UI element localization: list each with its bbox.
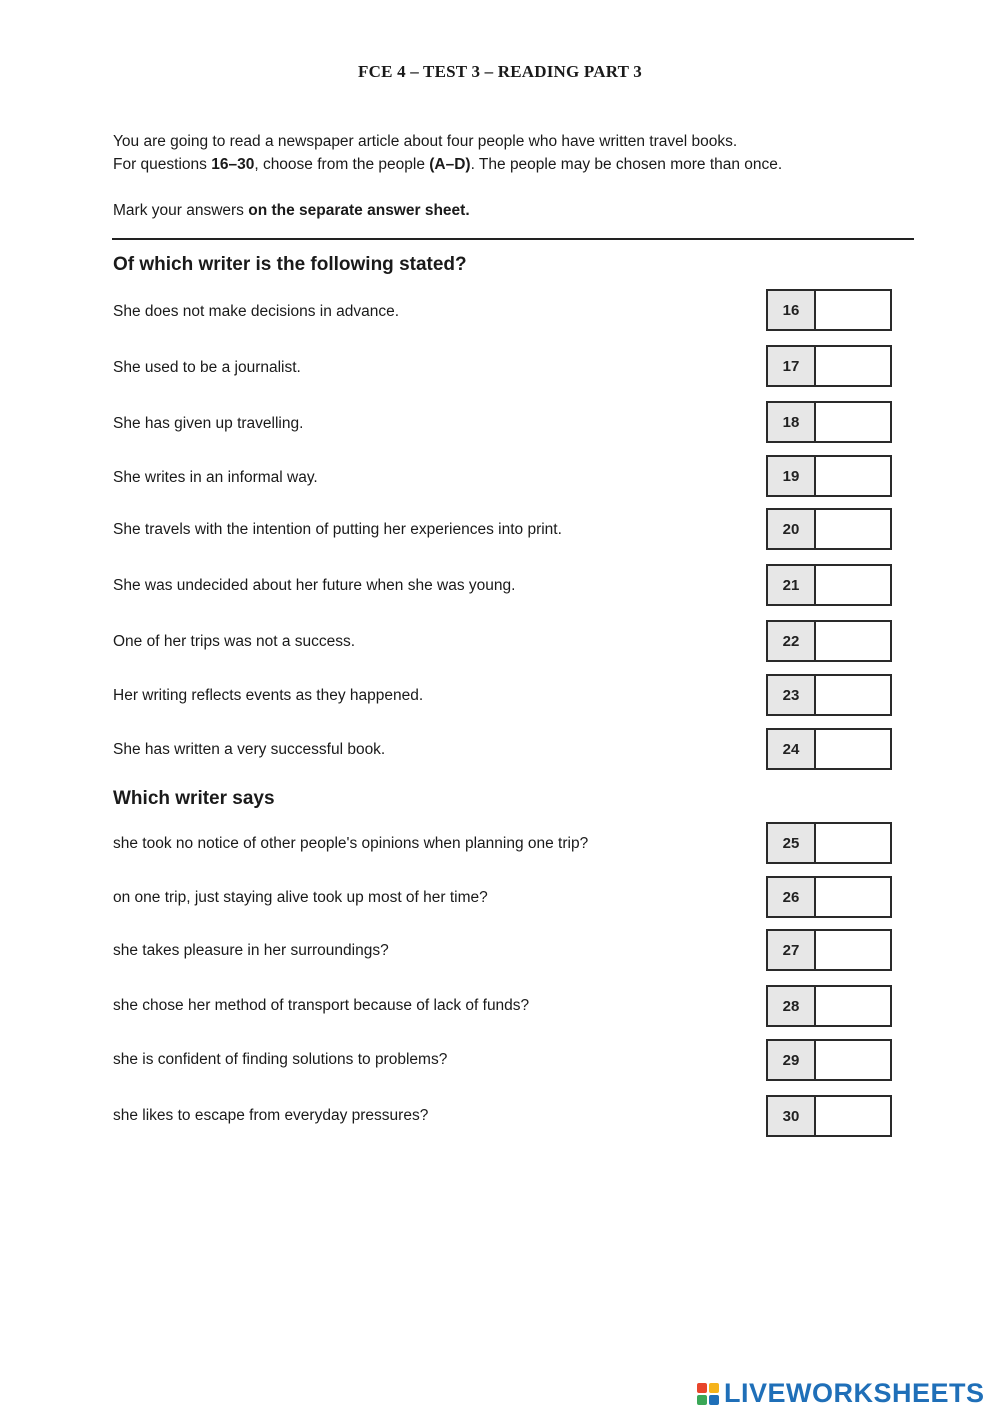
answer-box-25	[766, 822, 892, 864]
question-range: 16–30	[211, 156, 255, 173]
liveworksheets-wordmark: LIVEWORKSHEETS	[724, 1378, 985, 1408]
question-number-16: 16	[768, 291, 816, 329]
question-30-text: she likes to escape from everyday pressures?	[113, 1107, 429, 1124]
question-24-text: She has written a very successful book.	[113, 741, 386, 758]
logo-square-1	[697, 1383, 707, 1393]
question-29-text: she is confident of finding solutions to problems?	[113, 1051, 448, 1068]
answer-box-28	[766, 985, 892, 1027]
question-number-29: 29	[768, 1041, 816, 1079]
question-number-21: 21	[768, 566, 816, 604]
question-number-26: 26	[768, 878, 816, 916]
answer-box-21	[766, 564, 892, 606]
question-number-30: 30	[768, 1097, 816, 1135]
answer-box-23	[766, 674, 892, 716]
question-number-24: 24	[768, 730, 816, 768]
answer-input-24[interactable]	[816, 730, 890, 768]
question-18-text: She has given up travelling.	[113, 415, 304, 432]
answer-input-17[interactable]	[816, 347, 890, 385]
answer-input-25[interactable]	[816, 824, 890, 862]
answer-box-24	[766, 728, 892, 770]
question-number-25: 25	[768, 824, 816, 862]
section-heading-says: Which writer says	[113, 788, 275, 809]
answer-box-19	[766, 455, 892, 497]
instructions-line-2-start: For questions	[113, 156, 212, 173]
liveworksheets-brand	[697, 1378, 985, 1409]
instructions-line-1: You are going to read a newspaper article about four people who have written travel books.	[113, 133, 738, 150]
answer-input-22[interactable]	[816, 622, 890, 660]
answer-box-17	[766, 345, 892, 387]
question-27-text: she takes pleasure in her surroundings?	[113, 942, 389, 959]
answer-box-20	[766, 508, 892, 550]
instructions	[113, 130, 933, 222]
question-25-text: she took no notice of other people's opinions when planning one trip?	[113, 835, 589, 852]
answer-box-27	[766, 929, 892, 971]
logo-square-4	[709, 1395, 719, 1405]
answer-input-21[interactable]	[816, 566, 890, 604]
question-28-text: she chose her method of transport because of lack of funds?	[113, 997, 530, 1014]
people-options: (A–D)	[429, 156, 471, 173]
answer-box-18	[766, 401, 892, 443]
answer-input-30[interactable]	[816, 1097, 890, 1135]
liveworksheets-logo-icon	[697, 1383, 719, 1405]
answer-input-28[interactable]	[816, 987, 890, 1025]
answer-input-18[interactable]	[816, 403, 890, 441]
question-number-20: 20	[768, 510, 816, 548]
divider-line	[112, 238, 914, 240]
question-number-17: 17	[768, 347, 816, 385]
section-heading-stated: Of which writer is the following stated?	[113, 254, 467, 275]
answer-input-27[interactable]	[816, 931, 890, 969]
answer-box-30	[766, 1095, 892, 1137]
answer-box-16	[766, 289, 892, 331]
answer-input-29[interactable]	[816, 1041, 890, 1079]
question-number-18: 18	[768, 403, 816, 441]
logo-square-3	[697, 1395, 707, 1405]
question-number-22: 22	[768, 622, 816, 660]
instructions-line-2	[113, 153, 933, 176]
question-26-text: on one trip, just staying alive took up most of her time?	[113, 889, 488, 906]
question-22-text: One of her trips was not a success.	[113, 633, 356, 650]
answer-input-19[interactable]	[816, 457, 890, 495]
question-number-28: 28	[768, 987, 816, 1025]
question-21-text: She was undecided about her future when she was young.	[113, 577, 516, 594]
page-title: FCE 4 – TEST 3 – READING PART 3	[358, 62, 642, 81]
answer-sheet-note: on the separate answer sheet.	[248, 202, 470, 219]
answer-input-20[interactable]	[816, 510, 890, 548]
answer-box-29	[766, 1039, 892, 1081]
logo-square-2	[709, 1383, 719, 1393]
answer-box-22	[766, 620, 892, 662]
question-17-text: She used to be a journalist.	[113, 359, 301, 376]
question-number-23: 23	[768, 676, 816, 714]
answer-input-26[interactable]	[816, 878, 890, 916]
question-number-19: 19	[768, 457, 816, 495]
question-number-27: 27	[768, 931, 816, 969]
instructions-line-2-end: . The people may be chosen more than once.	[470, 156, 783, 173]
answer-input-16[interactable]	[816, 291, 890, 329]
question-20-text: She travels with the intention of putting her experiences into print.	[113, 521, 562, 538]
answer-input-23[interactable]	[816, 676, 890, 714]
question-19-text: She writes in an informal way.	[113, 469, 318, 486]
question-16-text: She does not make decisions in advance.	[113, 303, 400, 320]
question-23-text: Her writing reflects events as they happened.	[113, 687, 424, 704]
mark-answers-start: Mark your answers	[113, 202, 249, 219]
answer-box-26	[766, 876, 892, 918]
instructions-line-2-middle: , choose from the people	[254, 156, 430, 173]
mark-answers-note	[113, 199, 933, 222]
